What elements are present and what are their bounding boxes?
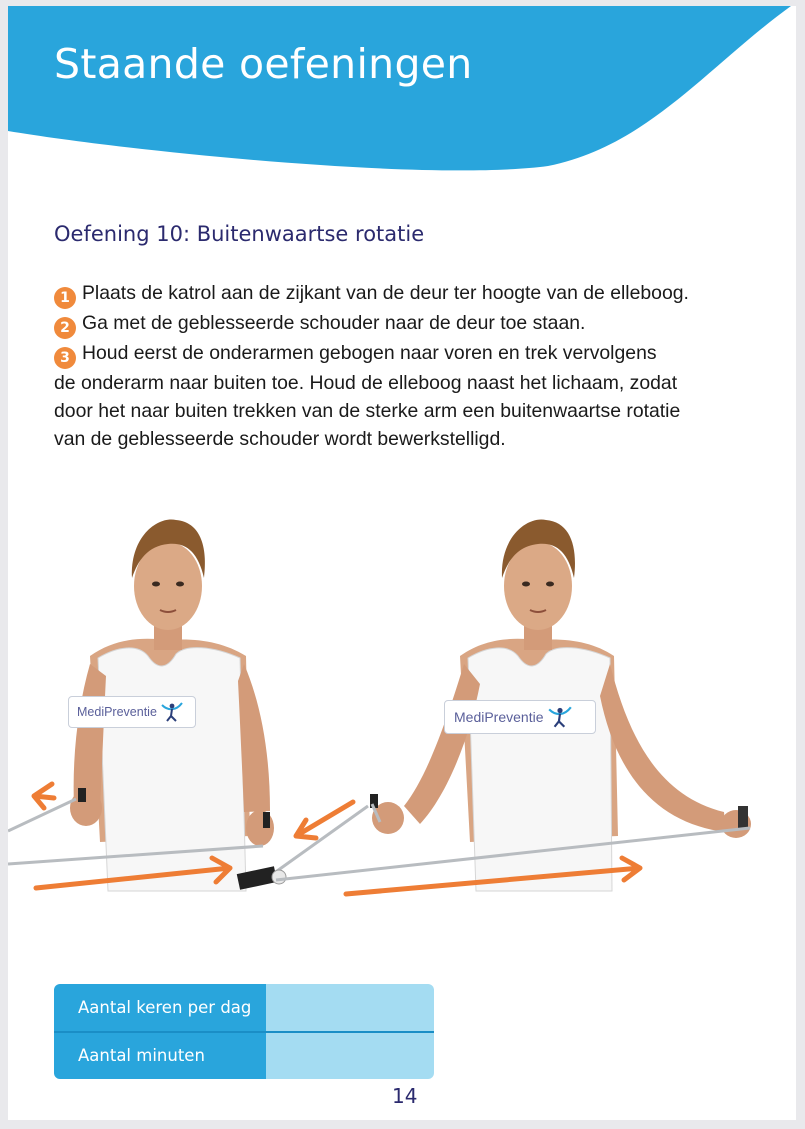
minutes-label: Aantal minuten [54,1033,266,1080]
step-2 [54,309,774,339]
step-1 [54,279,774,309]
step-2-text: Ga met de geblesseerde schouder naar de deur toe staan. [82,312,586,334]
step-number-3-icon: 3 [54,347,76,369]
logo-text: MediPreventie [77,705,157,719]
step-1-text: Plaats de katrol aan de zijkant van de deur ter hoogte van de elleboog. [82,282,689,304]
page [8,6,796,1120]
figure-swoosh-icon [160,701,184,723]
page-number: 14 [392,1084,418,1108]
step-3-continuation-2: door het naar buiten trekken van de sterke arm een buitenwaartse rotatie [54,400,681,422]
times-per-day-field[interactable] [266,984,434,1033]
step-3 [54,339,774,369]
header-band [8,6,796,176]
figure-swoosh-icon [547,705,573,729]
tally-table [54,984,434,1079]
step-3-continuation-3: van de geblesseerde schouder wordt bewerkstelligd. [54,428,506,450]
minutes-field[interactable] [266,1033,434,1080]
table-row [54,984,434,1033]
logo-text: MediPreventie [454,709,544,725]
step-3-continuation-1: de onderarm naar buiten toe. Houd de elleboog naast het lichaam, zodat [54,372,678,394]
shirt-logo-left [68,696,196,728]
shirt-logo-right [444,700,596,734]
step-number-2-icon: 2 [54,317,76,339]
step-3-text: Houd eerst de onderarmen gebogen naar voren en trek vervolgens [82,342,657,364]
table-row [54,1033,434,1080]
exercise-title: Oefening 10: Buitenwaartse rotatie [54,222,425,246]
times-per-day-label: Aantal keren per dag [54,984,266,1033]
exercise-instructions [54,279,774,453]
step-number-1-icon: 1 [54,287,76,309]
page-title: Staande oefeningen [54,40,473,88]
